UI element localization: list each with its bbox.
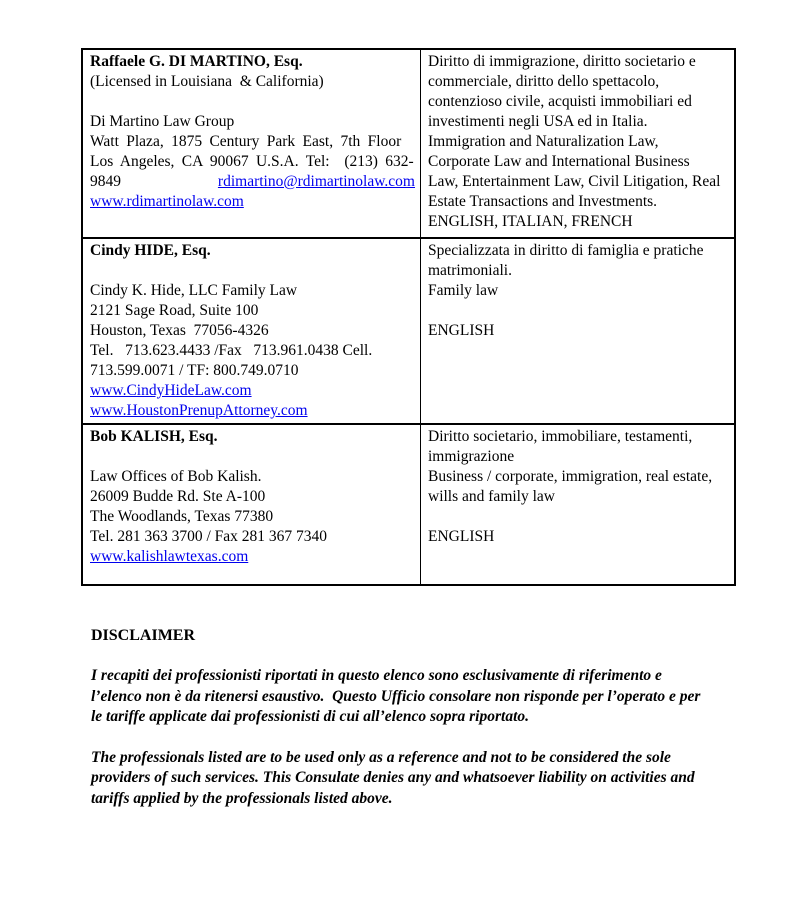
table-row [83, 425, 734, 584]
specialty-line: investimenti negli USA ed in Italia. [428, 113, 648, 130]
firm-name: Law Offices of Bob Kalish. [90, 468, 262, 485]
website-link [90, 547, 415, 567]
specialty-line: Immigration and Naturalization Law, [428, 133, 659, 150]
attorney-info-cell [83, 239, 421, 423]
specialty-line: Family law [428, 282, 499, 299]
address-line: 2121 Sage Road, Suite 100 [90, 302, 259, 319]
website-link [90, 192, 415, 212]
specialty-cell [421, 239, 734, 423]
firm-name: Di Martino Law Group [90, 113, 235, 130]
attorney-table [81, 48, 736, 586]
attorney-info-cell [83, 50, 421, 237]
specialty-line: Diritto di immigrazione, diritto societario e [428, 53, 696, 70]
blank-line [428, 301, 729, 321]
attorney-info-cell [83, 425, 421, 584]
disclaimer-title: DISCLAIMER [91, 627, 196, 644]
website-link [90, 401, 415, 421]
email-link[interactable]: rdimartino@rdimartinolaw.com [217, 173, 415, 190]
address-line: Houston, Texas 77056-4326 [90, 322, 269, 339]
languages-line: ENGLISH [428, 322, 495, 339]
specialty-line: immigrazione [428, 448, 515, 465]
specialty-cell [421, 50, 734, 237]
blank-line [90, 92, 415, 112]
disclaimer-paragraph-english [91, 748, 771, 810]
specialty-line: commerciale, diritto dello spettacolo, [428, 73, 660, 90]
address-line: The Woodlands, Texas 77380 [90, 508, 274, 525]
address-line: Los Angeles, CA 90067 U.S.A. Tel: (213) 632- [90, 153, 414, 170]
phone-line: Tel. 713.623.4433 /Fax 713.961.0438 Cell. [90, 342, 373, 359]
address-line: Watt Plaza, 1875 Century Park East, 7th Floor [90, 133, 402, 150]
specialty-line: Corporate Law and International Business [428, 153, 690, 170]
disclaimer-paragraph-italian [91, 666, 771, 728]
license-line: (Licensed in Louisiana & California) [90, 73, 324, 90]
attorney-name: Bob KALISH, Esq. [90, 428, 218, 445]
disclaimer-line: tariffs applied by the professionals listed above. [91, 789, 393, 807]
specialty-line: Business / corporate, immigration, real estate, [428, 468, 713, 485]
website-link [90, 381, 415, 401]
blank-line [428, 507, 729, 527]
website-link[interactable]: www.HoustonPrenupAttorney.com [90, 402, 308, 419]
languages-line: ENGLISH, ITALIAN, FRENCH [428, 213, 633, 230]
table-row [83, 239, 734, 425]
attorney-name: Raffaele G. DI MARTINO, Esq. [90, 53, 303, 70]
website-link[interactable]: www.CindyHideLaw.com [90, 382, 252, 399]
blank-line [90, 447, 415, 467]
specialty-line: Law, Entertainment Law, Civil Litigation, Real [428, 173, 721, 190]
phone-and-email-line [90, 172, 415, 192]
website-link[interactable]: www.rdimartinolaw.com [90, 193, 244, 210]
firm-name: Cindy K. Hide, LLC Family Law [90, 282, 298, 299]
disclaimer-line: le tariffe applicate dai professionisti di cui all’elenco sopra riportato. [91, 708, 530, 726]
specialty-line: Estate Transactions and Investments. [428, 193, 658, 210]
specialty-line: Specializzata in diritto di famiglia e pratiche [428, 242, 704, 259]
phone-suffix: 9849 [90, 173, 121, 190]
disclaimer-line: I recapiti dei professionisti riportati in questo elenco sono esclusivamente di riferimento e [91, 667, 662, 684]
specialty-line: contenzioso civile, acquisti immobiliari ed [428, 93, 692, 110]
disclaimer-line: providers of such services. This Consulate denies any and whatsoever liability on activities and [91, 769, 695, 787]
disclaimer-section [91, 626, 771, 810]
phone-line: Tel. 281 363 3700 / Fax 281 367 7340 [90, 528, 328, 545]
languages-line: ENGLISH [428, 528, 495, 545]
attorney-name: Cindy HIDE, Esq. [90, 242, 211, 259]
address-line: 26009 Budde Rd. Ste A-100 [90, 488, 266, 505]
blank-line [90, 261, 415, 281]
specialty-line: matrimoniali. [428, 262, 512, 279]
disclaimer-line: The professionals listed are to be used only as a reference and not to be considered the sole [91, 748, 671, 766]
table-row [83, 50, 734, 239]
disclaimer-line: l’elenco non è da ritenersi esaustivo. Questo Ufficio consolare non risponde per l’operato e per [91, 687, 701, 705]
specialty-line: Diritto societario, immobiliare, testamenti, [428, 428, 693, 445]
specialty-line: wills and family law [428, 488, 555, 505]
specialty-cell [421, 425, 734, 584]
phone-line: 713.599.0071 / TF: 800.749.0710 [90, 362, 299, 379]
website-link[interactable]: www.kalishlawtexas.com [90, 548, 249, 565]
